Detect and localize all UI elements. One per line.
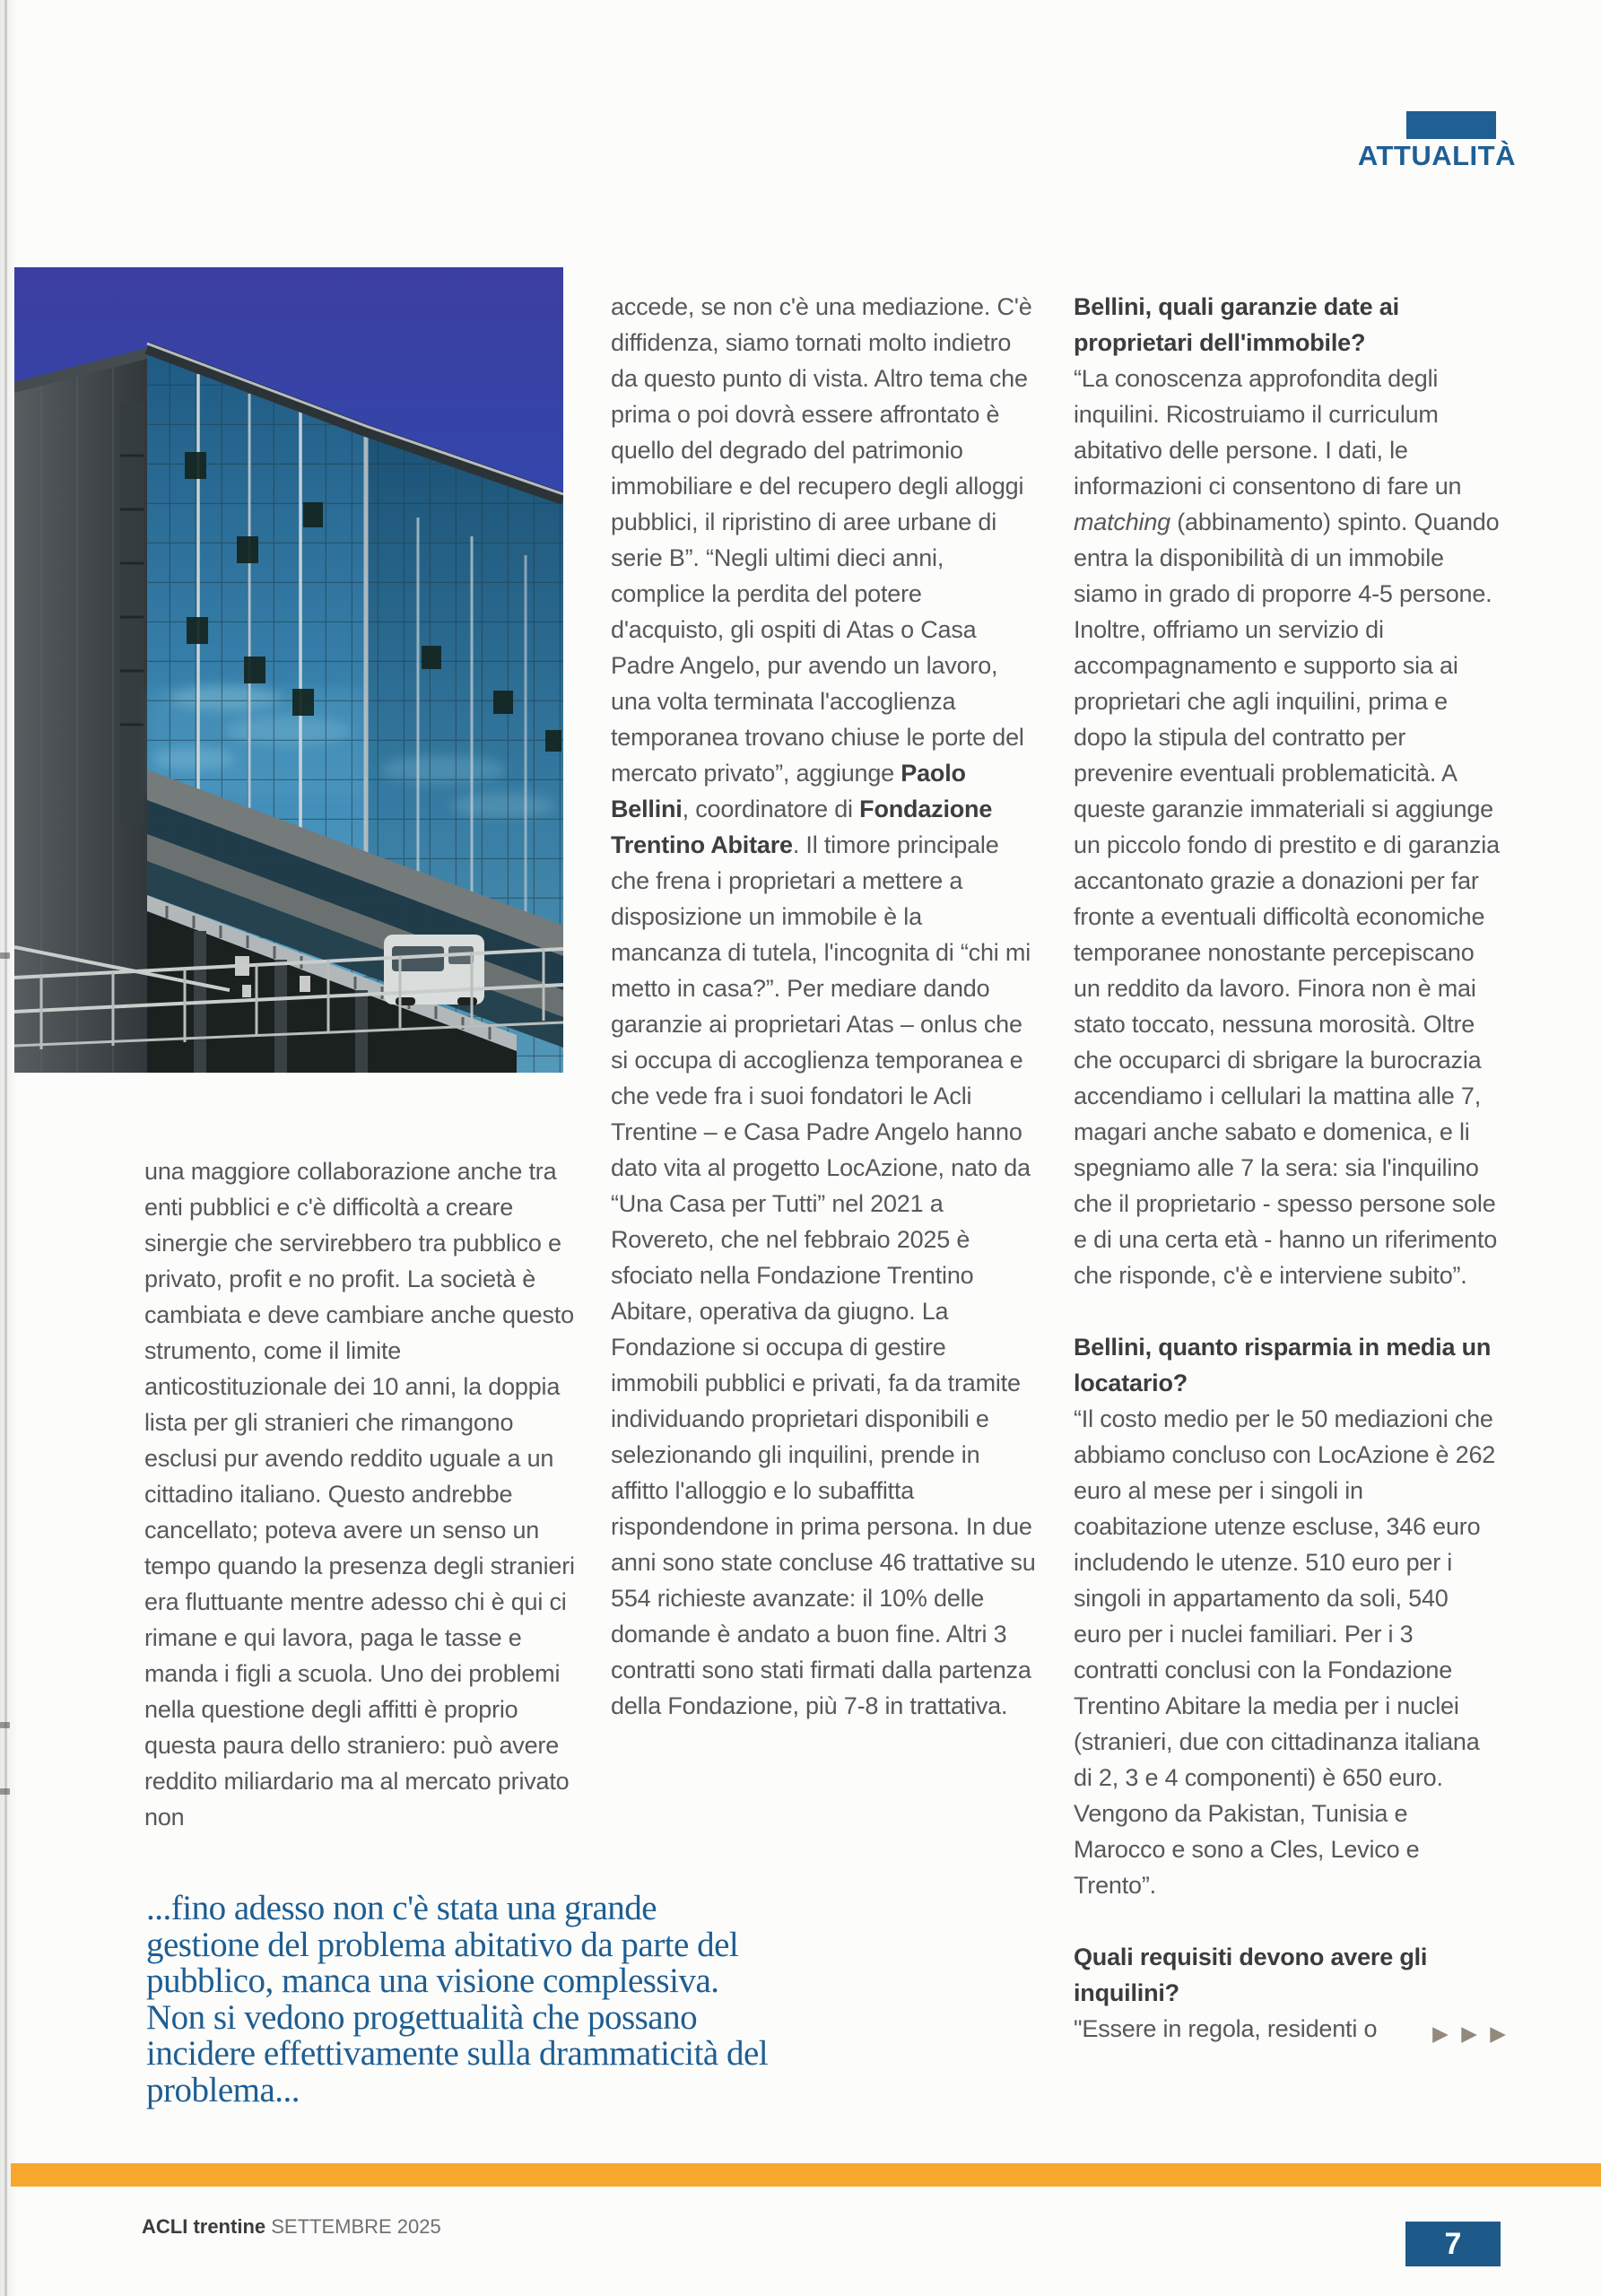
scan-edge-line (4, 0, 7, 2296)
magazine-name: ACLI trentine (142, 2215, 266, 2238)
middle-column-text: accede, se non c'è una mediazione. C'è diffidenza, siamo tornati molto indietro da questo punto di vista. Altro tema che prima o poi dovrà essere affrontato è quello del degrado del patrimonio immobiliare e del recupero degli alloggi pubblici, il ripristino di aree urbane di serie B”. “Negli ultimi dieci anni, complice la perdita del potere d'acquisto, gli ospiti di Atas o Casa Padre Angelo, pur avendo un lavoro, una volta terminata l'accoglienza temporanea trovano chiuse le porte del mercato privato”, aggiunge Paolo Bellini, coordinatore di Fondazione Trentino Abitare. Il timore principale che frena i proprietari a mettere a disposizione un immobile è la mancanza di tutela, l'incognita di “chi mi metto in casa?”. Per mediare dando garanzie ai proprietari Atas – onlus che si occupa di accoglienza temporanea e che vede fra i suoi fondatori le Acli Trentine – e Casa Padre Angelo hanno dato vita al progetto LocAzione, nato da “Una Casa per Tutti” nel 2021 a Rovereto, che nel febbraio 2025 è sfociato nella Fondazione Trentino Abitare, operativa da giugno. La Fondazione si occupa di gestire immobili pubblici e privati, fa da tramite individuando proprietari disponibili e selezionando gli inquilini, prende in affitto l'alloggio e lo subaffitta rispondendone in prima persona. In due anni sono state concluse 46 trattative su 554 richieste avanzate: il 10% delle domande è andato a buon fine. Altri 3 contratti sono stati firmati dalla partenza della Fondazione, più 7-8 in trattativa. (611, 293, 1036, 1719)
interview-answer-3-text: "Essere in regola, residenti o (1074, 2015, 1378, 2042)
building-photo (14, 267, 563, 1073)
interview-question-1: Bellini, quali garanzie date ai proprietari dell'immobile? (1074, 293, 1399, 356)
left-column-text: una maggiore collaborazione anche tra enti pubblici e c'è difficoltà a creare sinergie che servirebbero tra pubblico e privato, profit e no profit. La società è cambiata e deve cambiare anche questo strumento, come il limite anticostituzionale dei 10 anni, la doppia lista per gli stranieri che rimangono esclusi pur avendo reddito uguale a un cittadino italiano. Questo andrebbe cancellato; poteva avere un senso un tempo quando la presenza degli stranieri era fluttuante mentre adesso chi è qui ci rimane e qui lavora, paga le tasse e manda i figli a scuola. Uno dei problemi nella questione degli affitti è proprio questa paura dello straniero: può avere reddito miliardario ma al mercato privato non (144, 1158, 575, 1831)
scan-mark (0, 952, 10, 959)
scan-mark (0, 1788, 10, 1795)
interview-question-2: Bellini, quanto risparmia in media un locatario? (1074, 1334, 1492, 1396)
interview-answer-3 (1074, 2011, 1510, 2047)
page-number: 7 (1444, 2227, 1462, 2261)
left-column (144, 1153, 577, 1835)
middle-column (611, 289, 1038, 1724)
building-photo-illustration (14, 267, 563, 1073)
continuation-arrows-icon: ▶ ▶ ▶ (1432, 2022, 1510, 2045)
scan-mark (0, 1722, 10, 1728)
right-column (1074, 289, 1510, 2047)
page-number-badge (1405, 2222, 1501, 2266)
interview-answer-1: “La conoscenza approfondita degli inquilini. Ricostruiamo il curriculum abitativo delle persone. I dati, le informazioni ci consentono di fare un matching (abbinamento) spinto. Quando entra la disponibilità di un immobile siamo in grado di proporre 4-5 persone. Inoltre, offriamo un servizio di accompagnamento e supporto sia ai proprietari che agli inquilini, prima e dopo la stipula del contratto per prevenire eventuali problematicità. A queste garanzie immateriali si aggiunge un piccolo fondo di prestito e di garanzia accantonato grazie a donazioni per far fronte a eventuali difficoltà economiche temporanee nonostante percepiscano un reddito da lavoro. Finora non è mai stato toccato, nessuna morosità. Oltre che occuparci di sbrigare la burocrazia accendiamo i cellulari la mattina alle 7, magari anche sabato e domenica, e li spegniamo alle 7 la sera: sia l'inquilino che il proprietario - spesso persone sole e di una certa età - hanno un riferimento che risponde, c'è e interviene subito”. (1074, 365, 1500, 1289)
interview-answer-2: “Il costo medio per le 50 mediazioni che abbiamo concluso con LocAzione è 262 euro al mese per i singoli in coabitazione utenze escluse, 346 euro includendo le utenze. 510 euro per i singoli in appartamento da soli, 540 euro per i nuclei familiari. Per i 3 contratti conclusi con la Fondazione Trentino Abitare la media per i nuclei (stranieri, due con cittadinanza italiana di 2, 3 e 4 componenti) è 650 euro. Vengono da Pakistan, Tunisia e Marocco e sono a Cles, Levico e Trento”. (1074, 1405, 1496, 1899)
footer-rule (11, 2163, 1601, 2187)
pull-quote: ...fino adesso non c'è stata una grande gestione del problema abitativo da parte del pubblico, manca una visione complessiva. Non si vedono progettualità che possano incidere effettivamente sulla drammaticità del problema... (146, 1889, 769, 2109)
interview-question-3: Quali requisiti devono avere gli inquilini? (1074, 1944, 1428, 2006)
issue-date: SETTEMBRE 2025 (265, 2215, 441, 2238)
footer-credit (142, 2215, 441, 2239)
section-marker-bar (1406, 111, 1496, 139)
section-label: ATTUALITÀ (1357, 140, 1516, 171)
